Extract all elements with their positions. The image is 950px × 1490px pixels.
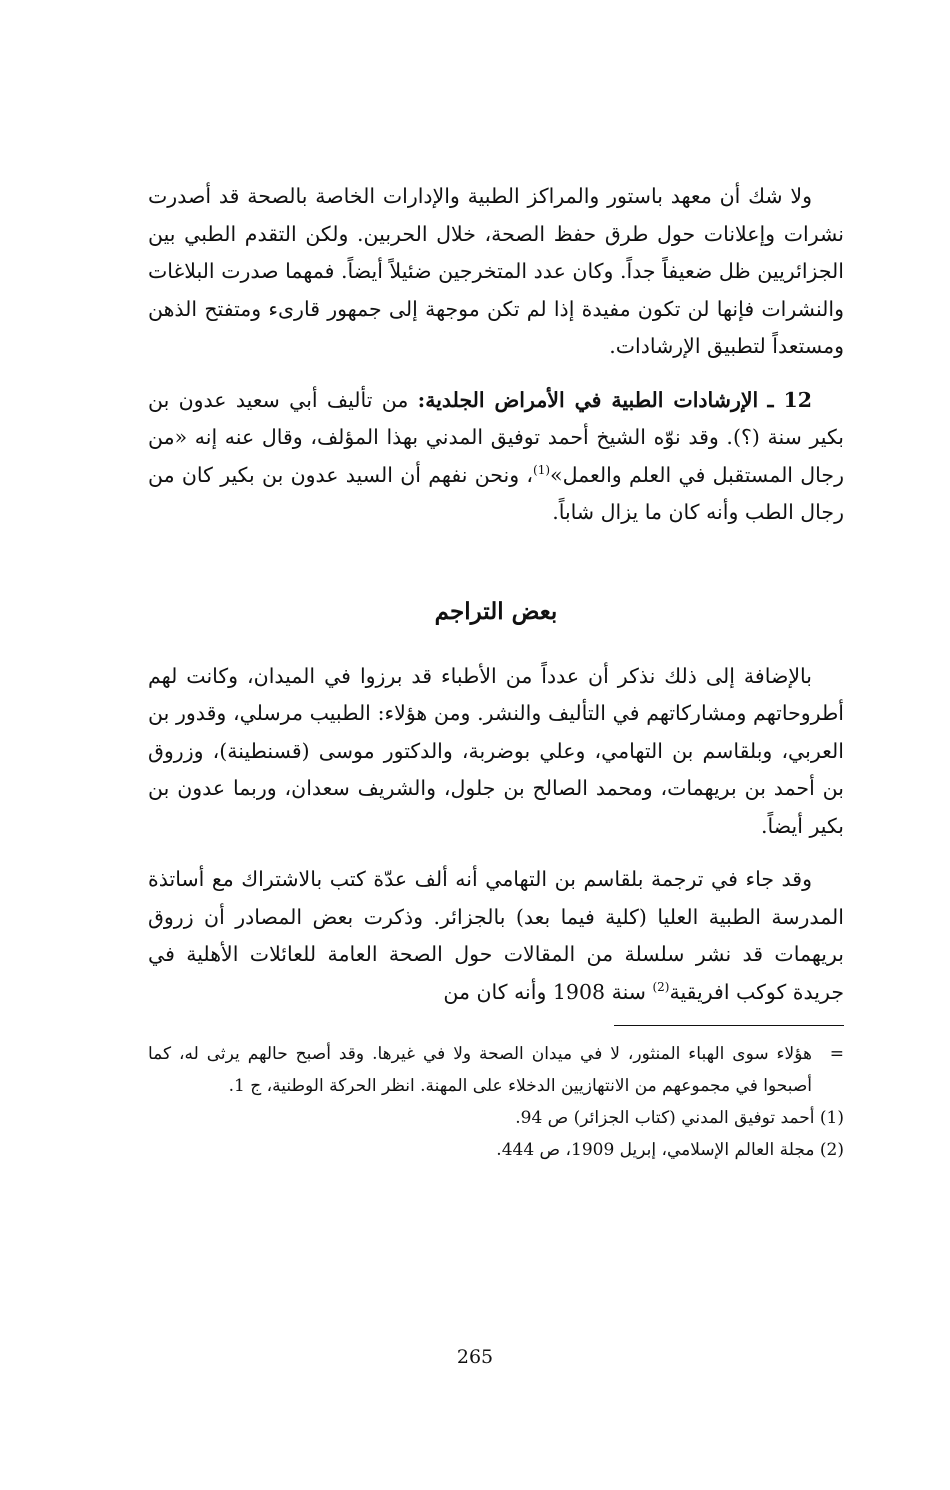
- paragraph-2-text-a: من تأليف أبي سعيد عدون بن بكير سنة (؟). وقد نوّه الشيخ أحمد توفيق المدني بهذا المؤلف، وقال عنه إنه «من رجال المستقبل في العلم والعمل»: [148, 387, 844, 487]
- section-heading: بعض التراجم: [434, 597, 558, 625]
- footnote-rule: [614, 1025, 844, 1026]
- page-number: 265: [456, 1346, 494, 1368]
- footnote-2: (2) مجلة العالم الإسلامي، إبريل 1909، ص 444.: [496, 1140, 844, 1160]
- paragraph-4: [148, 861, 844, 1011]
- paragraph-4-text-b: سنة 1908 وأنه كان من: [443, 979, 653, 1004]
- paragraph-4-text-a: وقد جاء في ترجمة بلقاسم بن التهامي أنه ألف عدّة كتب بالاشتراك مع أساتذة المدرسة الطبية العليا (كلية فيما بعد) بالجزائر. وذكرت بعض المصادر أن زروق بريهمات قد نشر سلسلة من المقالات حول الصحة العامة للعائلات الأهلية في جريدة كوكب افريقية: [148, 867, 844, 1004]
- footnote-1: (1) أحمد توفيق المدني (كتاب الجزائر) ص 94.: [515, 1108, 844, 1128]
- continuation-mark: =: [829, 1044, 844, 1064]
- paragraph-3: بالإضافة إلى ذلك نذكر أن عدداً من الأطباء قد برزوا في الميدان، وكانت لهم أطروحاتهم ومشاركاتهم في التأليف والنشر. ومن هؤلاء: الطبيب مرسلي، وقدور بن العربي، وبلقاسم بن التهامي، وعلي بوضربة، والدكتور موسى (قسنطينة)، وزروق بن أحمد بن بريهمات، ومحمد الصالح بن جلول، والشريف سعدان، وربما عدون بن بكير أيضاً.: [148, 663, 844, 838]
- paragraph-2-text-b: ، ونحن نفهم أن السيد عدون بن بكير كان من رجال الطب وأنه كان ما يزال شاباً.: [148, 462, 844, 524]
- item-number: 12 ـ: [767, 387, 812, 412]
- footnotes: [148, 1038, 844, 1166]
- paragraph-2: [148, 382, 844, 532]
- footnote-ref-1: (1): [533, 462, 551, 477]
- footnote-ref-2: (2): [652, 979, 670, 994]
- paragraph-1: ولا شك أن معهد باستور والمراكز الطبية والإدارات الخاصة بالصحة قد أصدرت نشرات وإعلانات حول طرق حفظ الصحة، خلال الحربين. ولكن التقدم الطبي بين الجزائريين ظل ضعيفاً جداً. وكان عدد المتخرجين ضئيلاً أيضاً. فمهما صدرت البلاغات والنشرات فإنها لن تكون مفيدة إذا لم تكن موجهة إلى جمهور قارىء ومتفتح الذهن ومستعداً لتطبيق الإرشادات.: [148, 184, 844, 358]
- footnote-continuation: [148, 1038, 844, 1102]
- footnote-rule-wrap: [148, 1011, 844, 1038]
- page-body: [148, 178, 844, 1166]
- footnote-continuation-text: هؤلاء سوى الهباء المنثور، لا في ميدان الصحة ولا في غيرها. وقد أصبح حالهم يرثى له، كما أصبحوا في مجموعهم من الانتهازيين الدخلاء على المهنة. انظر الحركة الوطنية، ج 1.: [148, 1044, 812, 1096]
- item-title: الإرشادات الطبية في الأمراض الجلدية:: [417, 387, 759, 412]
